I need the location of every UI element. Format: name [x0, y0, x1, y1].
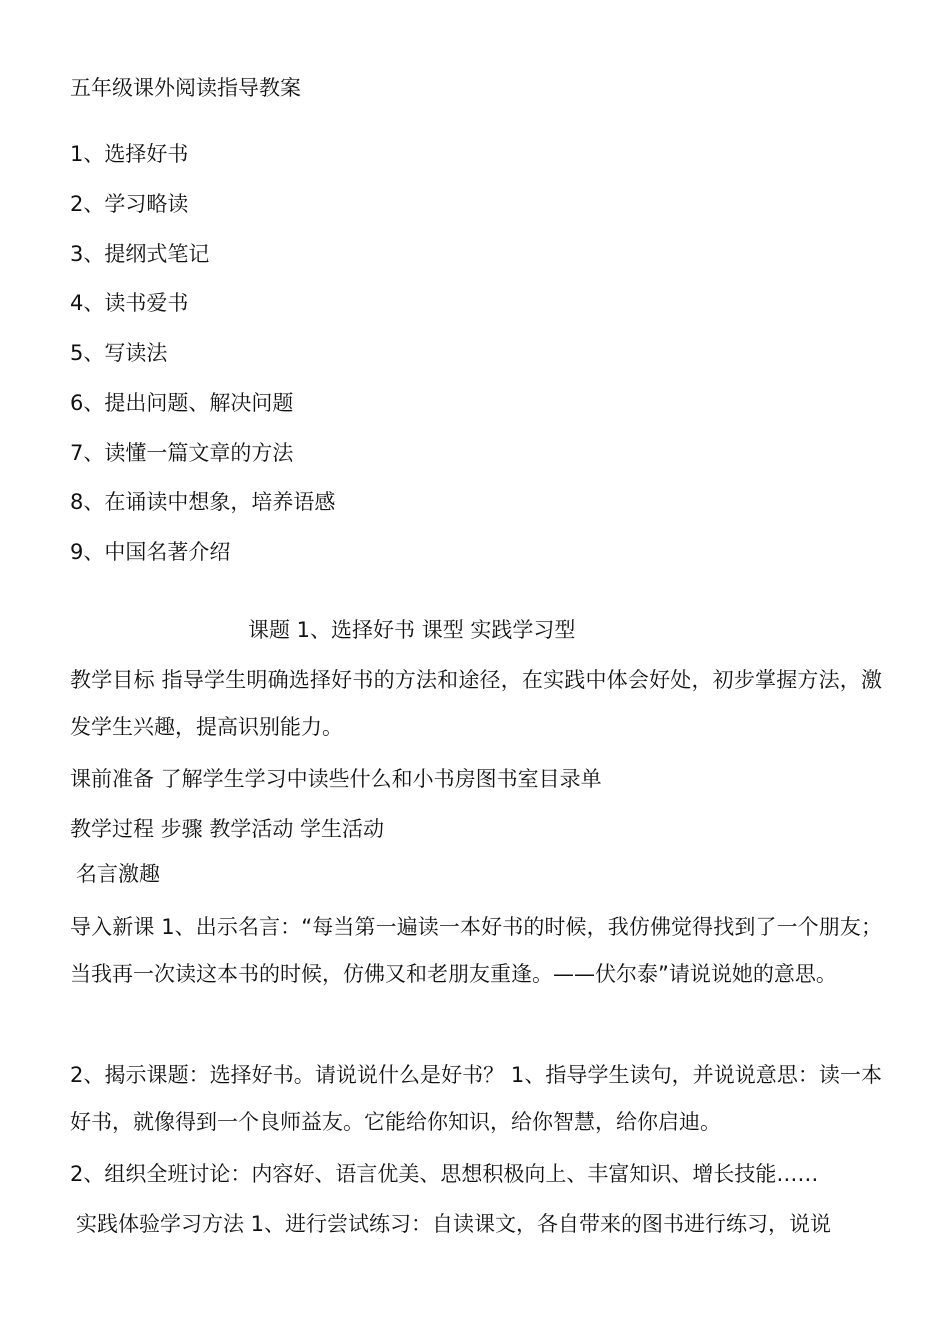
- reveal-paragraph: 2、揭示课题：选择好书。请说说什么是好书？ 1、指导学生读句，并说说意思：读一本好书，就像得到一个良师益友。它能给你知识，给你智慧，给你启迪。: [70, 1063, 882, 1134]
- toc-item: 3、提纲式笔记: [70, 242, 210, 266]
- intro-paragraph: 导入新课 1、出示名言：“每当第一遍读一本好书的时候，我仿佛觉得找到了一个朋友；当我再一次读这本书的时候，仿佛又和老朋友重逢。——伏尔泰”请说说她的意思。: [70, 915, 882, 986]
- toc-item: 9、中国名著介绍: [70, 540, 231, 564]
- toc-item: 7、读懂一篇文章的方法: [70, 441, 294, 465]
- class-preparation: 课前准备 了解学生学习中读些什么和小书房图书室目录单: [70, 767, 602, 791]
- lesson-heading: 课题 1、选择好书 课型 实践学习型: [248, 618, 576, 642]
- toc-item: 5、写读法: [70, 341, 168, 365]
- discussion-line: 2、组织全班讨论：内容好、语言优美、思想积极向上、丰富知识、增长技能……: [70, 1162, 819, 1186]
- toc-item: 6、提出问题、解决问题: [70, 391, 294, 415]
- toc-item: 4、读书爱书: [70, 291, 189, 315]
- toc-item: 1、选择好书: [70, 142, 189, 166]
- toc-item: 8、在诵读中想象，培养语感: [70, 490, 336, 514]
- process-header: 教学过程 步骤 教学活动 学生活动: [70, 817, 385, 841]
- practice-line: 实践体验学习方法 1、进行尝试练习：自读课文，各自带来的图书进行练习，说说: [76, 1212, 832, 1236]
- step-title: 名言激趣: [76, 862, 160, 886]
- teaching-objective: 教学目标 指导学生明确选择好书的方法和途径，在实践中体会好处，初步掌握方法，激发学生兴趣，提高识别能力。: [70, 668, 882, 739]
- toc-item: 2、学习略读: [70, 192, 189, 216]
- document-title: 五年级课外阅读指导教案: [70, 76, 301, 100]
